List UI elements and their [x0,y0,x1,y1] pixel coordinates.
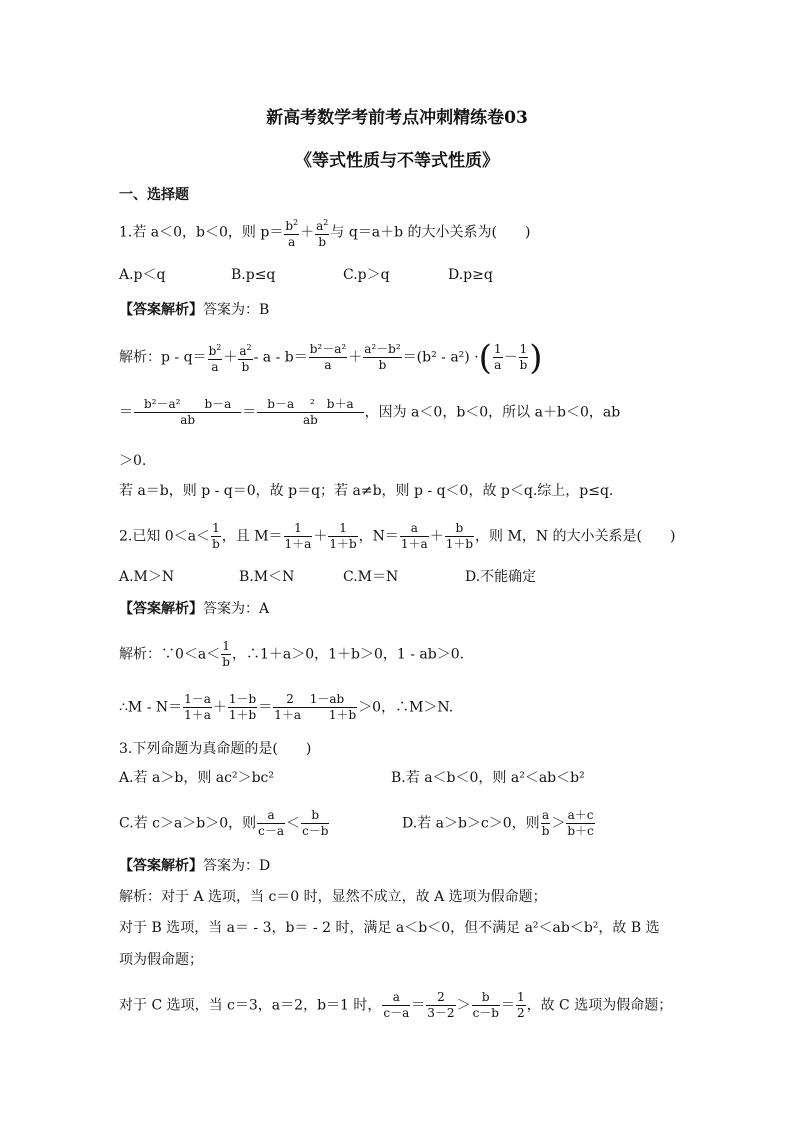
option-d: D.不能确定 [465,569,537,585]
question-2: 2.已知 0＜a＜ $\frac{1}{b}$ ，且 M＝ $\frac{1}{1+a}$ ＋ $\frac{1}{1+b}$ ，N＝ $\frac{a}{1+a}$ ＋ $\frac{b}{1+b}$ ，则 M，N 的大小关系是( ) [119,521,676,551]
q1-solution-3: ＞0. [119,453,147,469]
doc-subtitle: 《等式性质与不等式性质》 [295,151,499,171]
q1-solution-2: ＝ $\frac{\text{b²－a² b－a}}{ab}$ ＝ $\frac{\text{b－a ² b＋a}}{ab}$ ，因为 a＜0，b＜0，所以 a＋b＜0，ab [119,397,621,427]
option-b: B.若 a＜b＜0，则 a²＜ab＜b² [391,770,585,786]
option-a: A.p＜q [119,267,166,283]
q1-solution-4: 若 a＝b，则 p - q＝0，故 p＝q；若 a≠b，则 p - q＜0，故 p＜q.综上，p≤q. [119,483,614,499]
q2-answer: 【答案解析】答案为：A [119,601,270,617]
option-a: A.若 a＞b，则 ac²＞bc² [119,770,274,786]
option-a: A.M＞N [119,569,175,585]
option-b: B.p≤q [231,267,276,283]
q3-solution-4: 对于 C 选项，当 c＝3，a＝2，b＝1 时， $\frac{a}{c-a}$ ＝ $\frac{2}{3-2}$ ＞ $\frac{b}{c-b}$ ＝ $\frac{1}{2}$ ，故 C 选项为假命题； [119,990,673,1020]
q3-solution-2: 对于 B 选项，当 a＝ - 3，b＝ - 2 时，满足 a＜b＜0，但不满足 a²＜ab＜b²，故 B 选 [119,920,660,936]
option-c: C.若 c＞a＞b＞0，则 $\frac{a}{c-a}$ ＜ $\frac{b}{c-b}$ [119,808,329,838]
q3-answer: 【答案解析】答案为：D [119,858,271,874]
option-d: D.若 a＞b＞c＞0，则 $\frac{a}{b}$ ＞ $\frac{a+c}{b+c}$ [402,808,594,838]
q1-solution-1: 解析：p - q＝ $\frac{b^2}{a}$ ＋ $\frac{a^2}{b}$ - a - b＝ $\frac{\text{b²－a²}}{a}$ ＋ $\frac{\text{a²－b²}}{b}$ ＝(b² - a²) ·( $\frac{1}{a}$ － $\frac{1}{b}$ ) [119,337,543,378]
question-3: 3.下列命题为真命题的是( ) [119,741,312,757]
q1-answer: 【答案解析】答案为：B [119,302,270,318]
fraction: $\frac{a^2}{b}$ [315,215,329,250]
doc-title: 新高考数学考前考点冲刺精练卷03 [266,108,528,128]
section-heading: 一、选择题 [119,187,189,203]
q2-solution-2: ∴M - N＝ $\frac{1-a}{1+a}$ ＋ $\frac{1-b}{1+b}$ ＝ $\frac{2 1-ab}{1+a 1+b}$ ＞0，∴M＞N. [119,692,454,722]
option-c: C.M＝N [343,569,399,585]
option-c: C.p＞q [343,267,390,283]
q3-solution-3: 项为假命题； [119,952,203,968]
option-b: B.M＜N [239,569,295,585]
fraction: $\frac{b^2}{a}$ [284,215,299,250]
q3-solution-1: 解析：对于 A 选项，当 c＝0 时，显然不成立，故 A 选项为假命题； [119,889,547,905]
q2-solution-1: 解析：∵0＜a＜ $\frac{1}{b}$ ，∴1＋a＞0，1＋b＞0，1 - ab＞0. [119,639,465,669]
question-1: 1.若 a＜0，b＜0，则 p＝ $\frac{b^2}{a}$ ＋ $\frac{a^2}{b}$ 与 q＝a＋b 的大小关系为( ) [119,215,530,250]
option-d: D.p≥q [448,267,493,283]
